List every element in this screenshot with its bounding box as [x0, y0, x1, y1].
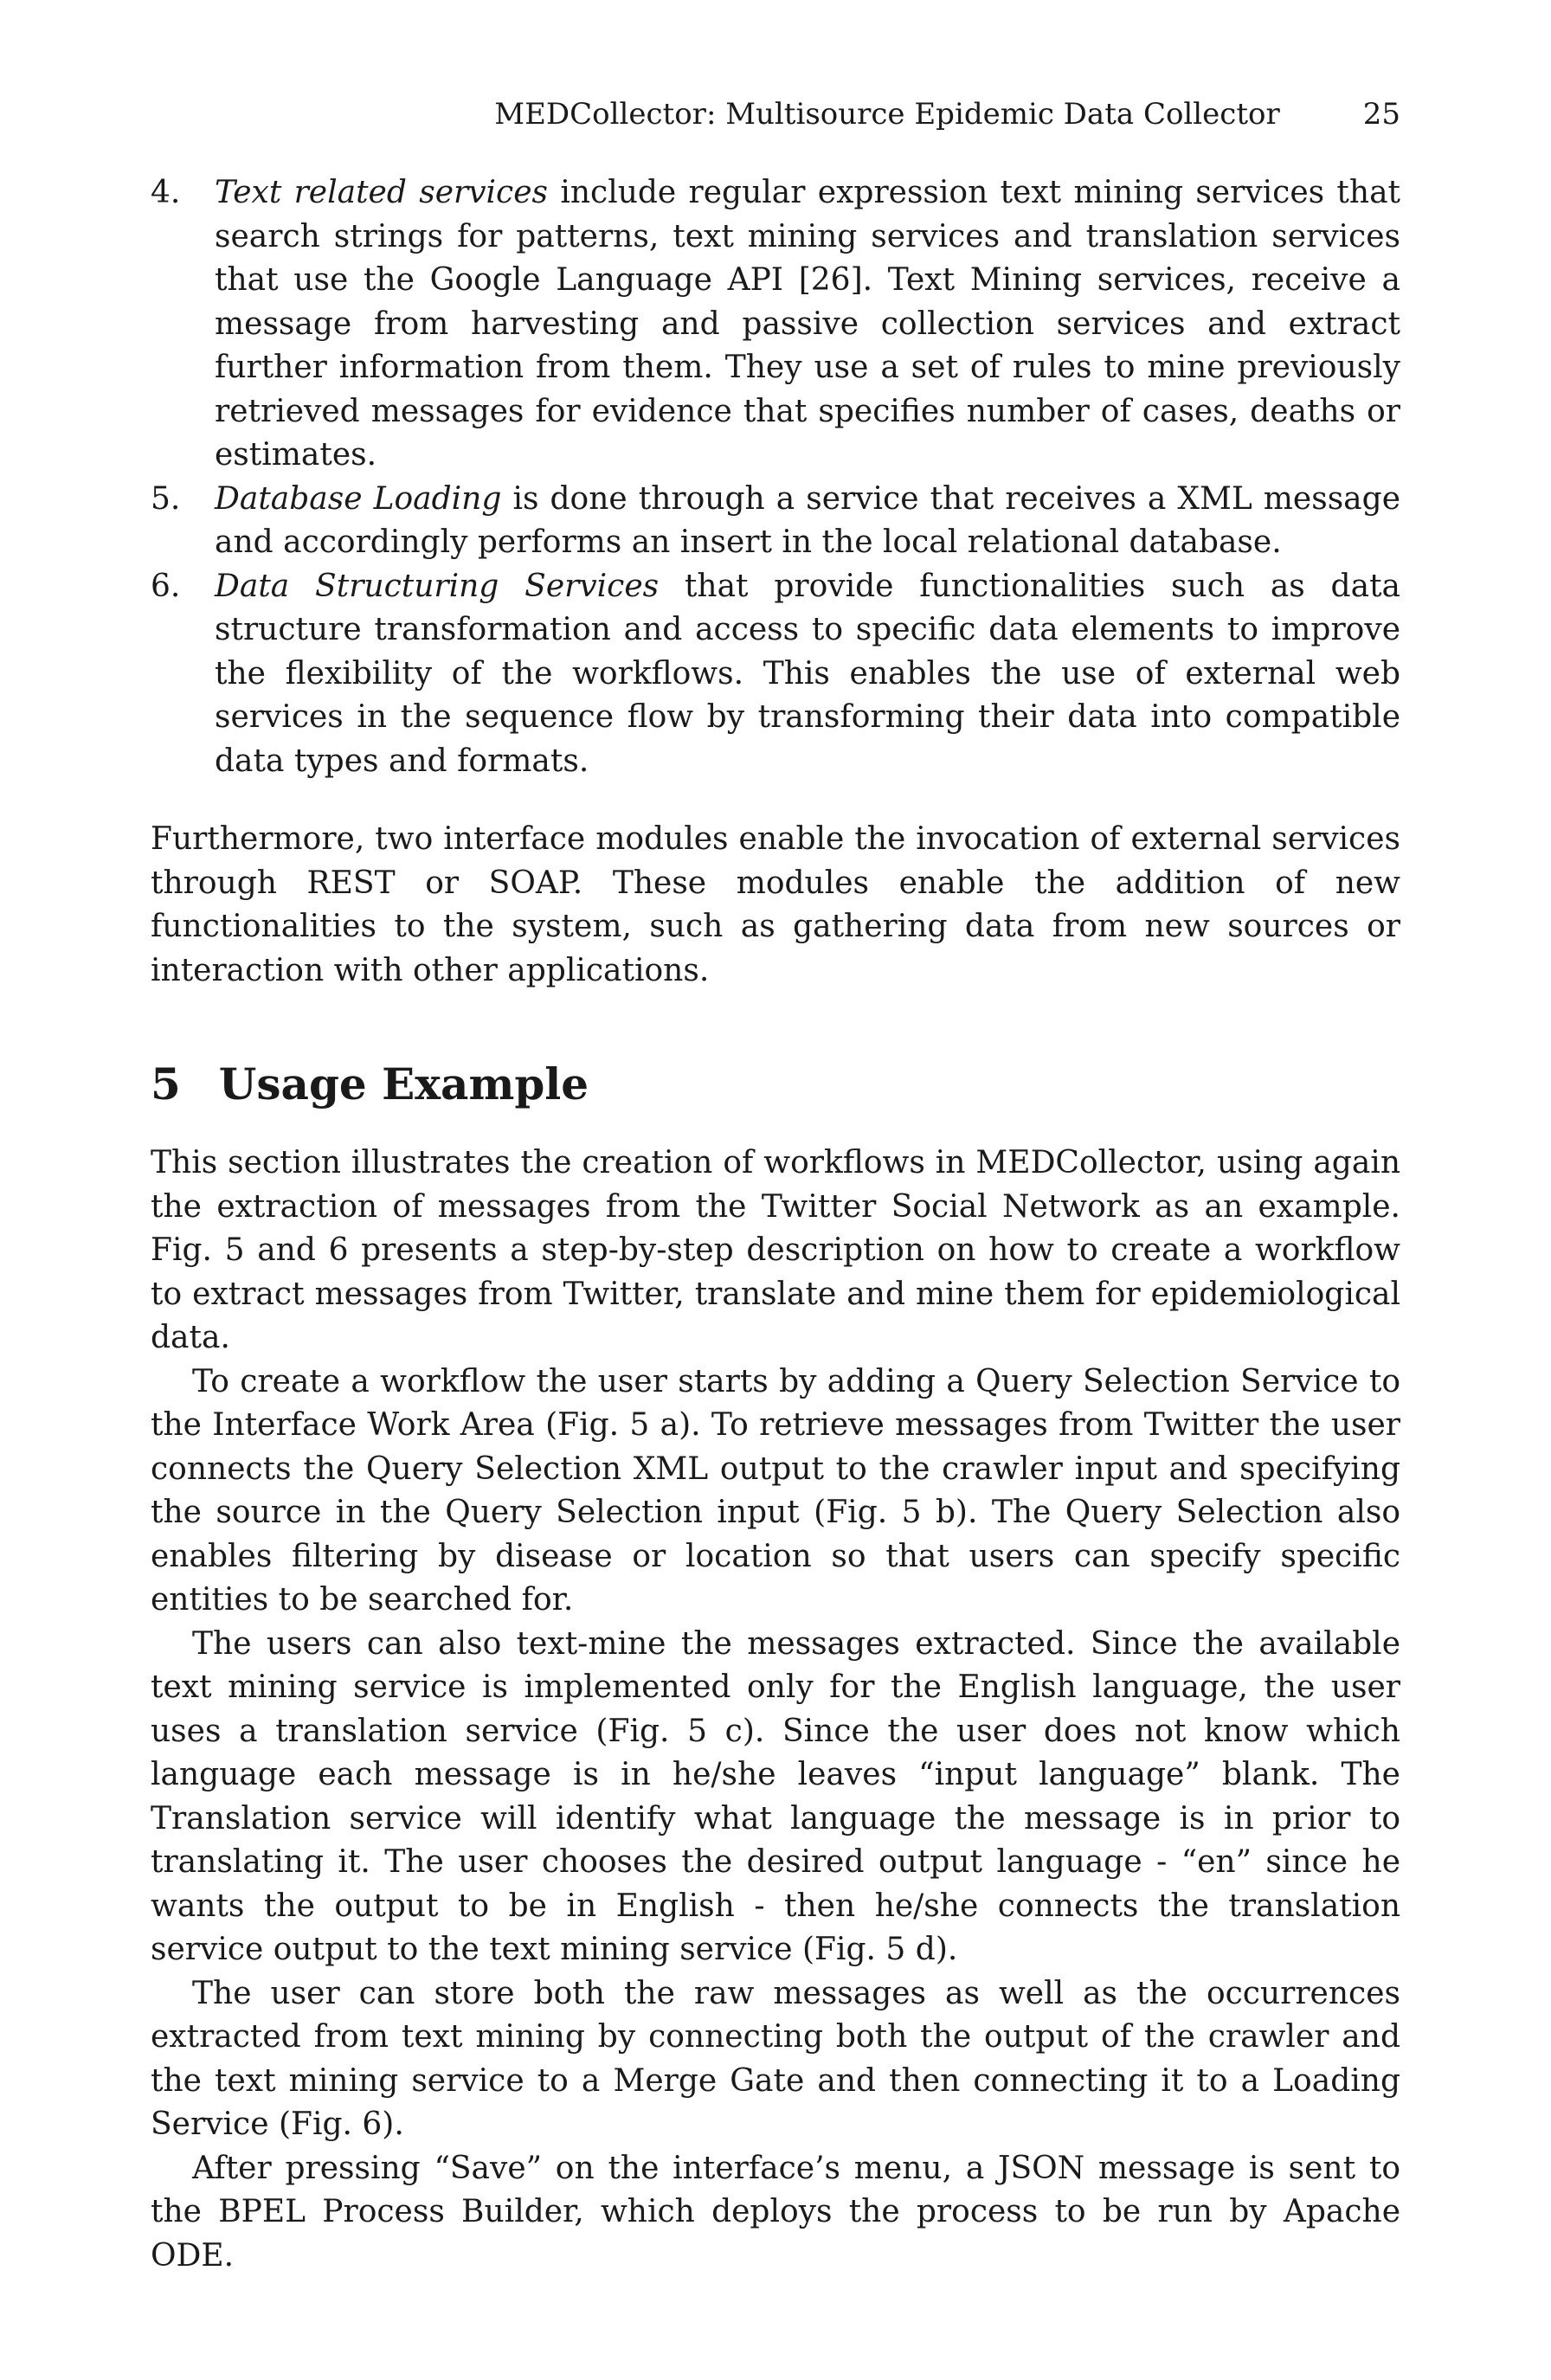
list-item-body	[215, 478, 1400, 565]
list-item-term: Data Structuring Services	[215, 568, 660, 604]
list-item-number: 4.	[151, 175, 181, 210]
body-paragraph: After pressing “Save” on the interface’s menu, a JSON message is sent to the BPEL Process Builder, which deploys the process to be run by Apache ODE.	[151, 2150, 1400, 2274]
body-paragraph: This section illustrates the creation of workflows in MEDCollector, using again the extraction of messages from the Twitter Social Network as an example. Fig. 5 and 6 presents a step-by-step description on how to create a workflow to extract messages from Twitter, translate and mine them for epidemiological data.	[151, 1145, 1400, 1355]
running-title: MEDCollector: Multisource Epidemic Data Collector	[494, 97, 1280, 132]
section-title: Usage Example	[218, 1058, 589, 1110]
page-number: 25	[1362, 97, 1400, 132]
body-paragraph: The user can store both the raw messages as well as the occurrences extracted from text mining by connecting both the output of the crawler and the text mining service to a Merge Gate and then connecting it to a Loading Service (Fig. 6).	[151, 1975, 1400, 2142]
service-list	[151, 171, 1400, 783]
list-item-body	[215, 565, 1400, 784]
list-item-term: Database Loading	[215, 480, 502, 517]
list-item	[151, 565, 1400, 784]
section-number: 5	[151, 1058, 181, 1110]
list-item-text: that provide functionalities such as data structure transformation and access to specific data elements to improve the flexibility of the workflows. This enables the use of external web services in the sequence flow by transforming their data into compatible data types and formats.	[215, 568, 1400, 779]
list-item-number: 6.	[151, 568, 181, 604]
body-paragraph: To create a workflow the user starts by adding a Query Selection Service to the Interface Work Area (Fig. 5 a). To retrieve messages from Twitter the user connects the Query Selection XML output to the crawler input and specifying the source in the Query Selection input (Fig. 5 b). The Query Selection also enables filtering by disease or location so that users can specify specific entities to be searched for.	[151, 1363, 1400, 1618]
list-item	[151, 478, 1400, 565]
list-item-body	[215, 171, 1400, 478]
section-heading	[151, 1057, 1400, 1112]
list-item	[151, 171, 1400, 478]
list-item-text: include regular expression text mining services that search strings for patterns, text mining services and translation services that use the Google Language API [26]. Text Mining services, receive a message from harvesting and passive collection services and extract further information from them. They use a set of rules to mine previously retrieved messages for evidence that specifies number of cases, deaths or estimates.	[215, 175, 1401, 473]
paper-page	[151, 93, 1400, 2278]
list-item-text: is done through a service that receives a XML message and accordingly performs an insert in the local relational database.	[215, 480, 1400, 560]
list-item-term: Text related services	[215, 175, 549, 210]
list-item-number: 5.	[151, 480, 181, 517]
running-header	[151, 93, 1400, 135]
body-paragraph: Furthermore, two interface modules enable the invocation of external services through REST or SOAP. These modules enable the addition of new functionalities to the system, such as gathering data from new sources or interaction with other applications.	[151, 821, 1400, 988]
body-paragraph: The users can also text-mine the messages extracted. Since the available text mining service is implemented only for the English language, the user uses a translation service (Fig. 5 c). Since the user does not know which language each message is in he/she leaves “input language” blank. The Translation service will identify what language the message is in prior to translating it. The user chooses the desired output language - “en” since he wants the output to be in English - then he/she connects the translation service output to the text mining service (Fig. 5 d).	[151, 1625, 1400, 1967]
